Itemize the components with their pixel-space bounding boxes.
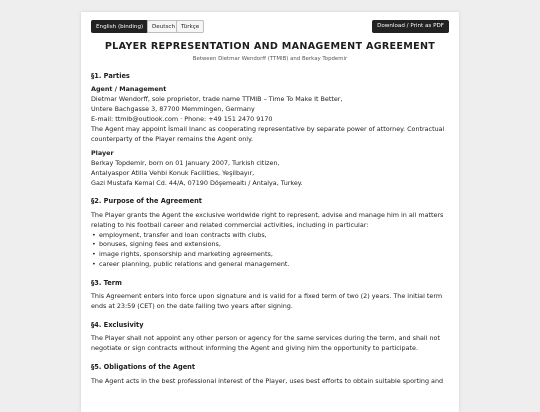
language-button-turkish[interactable]: Türkçe — [176, 20, 204, 33]
toolbar — [91, 20, 449, 33]
player-line: Antalyaspor Atilla Vehbi Konuk Facilities, Yeşilbayır, — [91, 168, 255, 177]
document-subtitle: Between Dietmar Wendorff (TTMIB) and Berkay Topdemir — [192, 56, 348, 62]
language-button-english[interactable]: English (binding) — [91, 20, 148, 33]
agent-line: Untere Bachgasse 3, 87700 Memmingen, Germany — [91, 105, 255, 114]
section-heading-exclusivity: §4. Exclusivity — [91, 321, 144, 330]
agent-line: The Agent may appoint İsmail Inanc as cooperating representative by separate power of attorney. Contractual counterparty of the Player remains the Agent only. — [91, 124, 445, 143]
agent-line: E-mail: ttmib@outlook.com · Phone: +49 151 2470 9170 — [91, 114, 273, 123]
section-heading-term: §3. Term — [91, 279, 122, 288]
player-heading: Player — [91, 148, 114, 157]
obligations-text: The Agent acts in the best professional interest of the Player, uses best efforts to obtain suitable sporting and — [91, 376, 444, 385]
list-item: • employment, transfer and loan contracts with clubs, — [99, 231, 445, 241]
document-body — [91, 71, 445, 386]
document-title: PLAYER REPRESENTATION AND MANAGEMENT AGREEMENT — [104, 41, 436, 52]
list-item: • image rights, sponsorship and marketing agreements, — [99, 250, 445, 260]
player-line: Gazi Mustafa Kemal Cd. 44/A, 07190 Döşemealtı / Antalya, Turkey. — [91, 178, 303, 187]
term-text: This Agreement enters into force upon signature and is valid for a fixed term of two (2) years. The initial term ends at 23:59 (CET) on the date falling two years after signing. — [91, 292, 443, 311]
section-heading-parties: §1. Parties — [91, 72, 130, 80]
list-item: • bonuses, signing fees and extensions, — [99, 240, 445, 250]
section-heading-purpose: §2. Purpose of the Agreement — [91, 197, 202, 206]
list-item: • career planning, public relations and general management. — [99, 260, 445, 270]
agent-line: Dietmar Wendorff, sole proprietor, trade name TTMIB – Time To Make It Better, — [91, 95, 343, 104]
player-line: Berkay Topdemir, born on 01 January 2007, Turkish citizen, — [91, 158, 280, 167]
purpose-text: The Player grants the Agent the exclusive worldwide right to represent, advise and manage him in all matters relating to his football career and related commercial activities, including in particular: — [91, 210, 444, 229]
language-button-deutsch[interactable]: Deutsch — [147, 20, 180, 33]
purpose-list — [91, 231, 445, 271]
exclusivity-text: The Player shall not appoint any other person or agency for the same services during the term, and shall not negotiate or sign contracts without informing the Agent and giving him the opportunity to participate. — [91, 334, 440, 353]
section-heading-obligations: §5. Obligations of the Agent — [91, 363, 196, 372]
document-sheet — [81, 12, 459, 412]
download-pdf-button[interactable]: Download / Print as PDF — [372, 20, 449, 33]
agent-heading: Agent / Management — [91, 85, 167, 94]
